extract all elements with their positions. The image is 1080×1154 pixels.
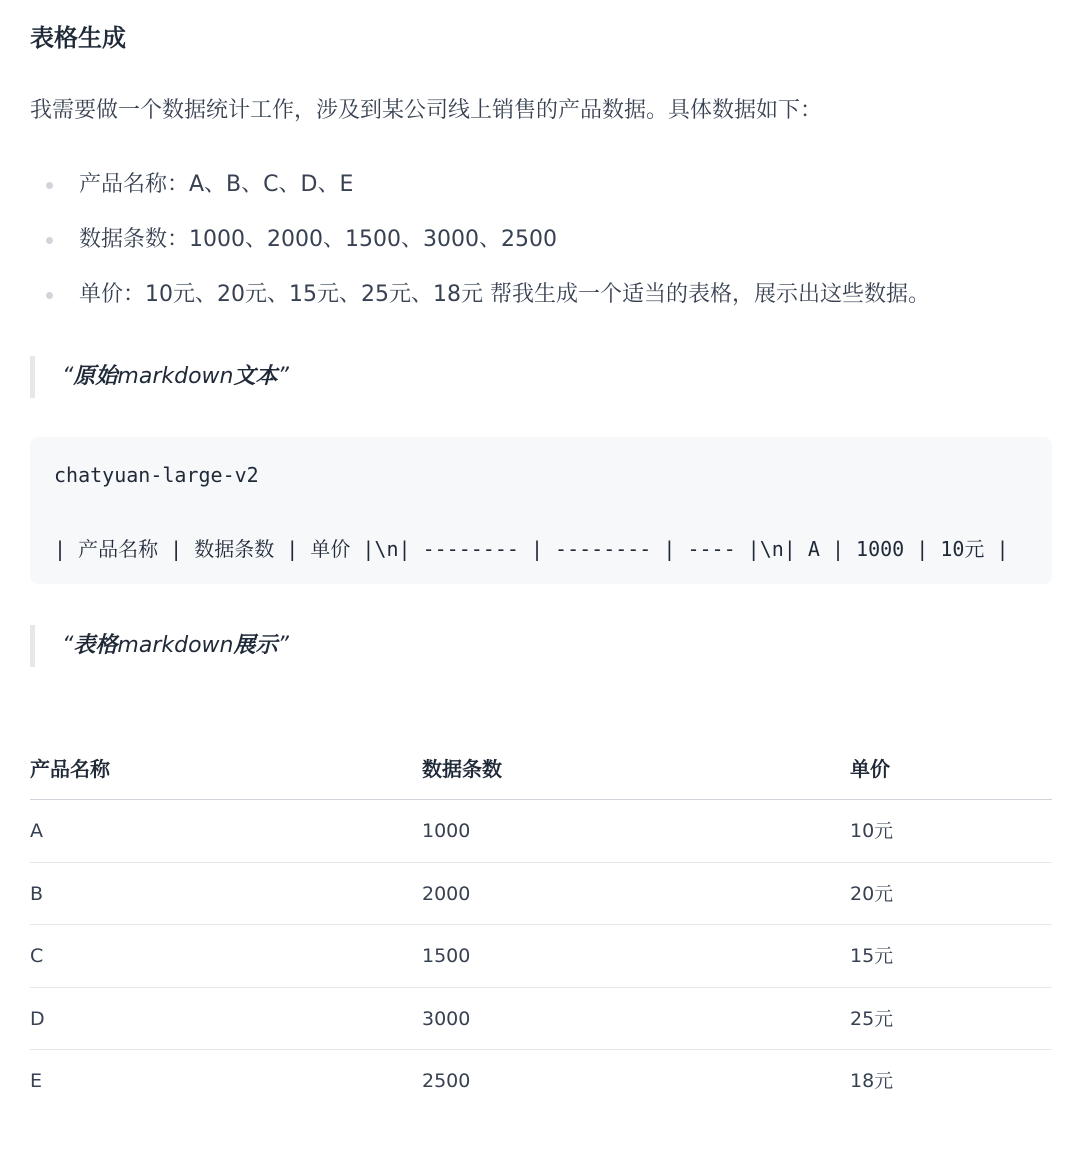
quote-text-bold: 展示	[233, 633, 278, 658]
cell-price: 10元	[850, 820, 894, 842]
quote-text-bold: 表格	[73, 633, 118, 658]
quote-text-bold: 文本	[233, 364, 278, 389]
cell-count: 2500	[422, 1070, 471, 1092]
table-row	[30, 800, 1052, 863]
list-item-text: 产品名称：A、B、C、D、E	[79, 172, 354, 197]
cell-product: A	[30, 820, 43, 842]
table-row	[30, 1050, 1052, 1113]
bullet-dot-icon	[46, 292, 53, 299]
section-heading: 表格生成	[30, 24, 126, 52]
bullet-dot-icon	[46, 182, 53, 189]
cell-count: 1500	[422, 945, 471, 967]
list-item-text: 单价：10元、20元、15元、25元、18元 帮我生成一个适当的表格，展示出这些数据。	[79, 282, 930, 307]
cell-count: 1000	[422, 820, 471, 842]
blockquote-raw-markdown	[30, 356, 430, 398]
cell-product: B	[30, 882, 44, 905]
list-item	[30, 170, 930, 225]
cell-price: 18元	[850, 1070, 894, 1092]
cell-product: D	[30, 1007, 45, 1030]
quote-open-mark: “	[62, 633, 74, 658]
cell-count: 2000	[422, 882, 471, 905]
quote-text-light: markdown	[117, 633, 234, 658]
header-unit-price: 单价	[850, 757, 890, 781]
list-item	[30, 225, 930, 280]
header-record-count: 数据条数	[422, 757, 502, 781]
list-item	[30, 280, 930, 335]
cell-price: 20元	[850, 882, 894, 905]
data-table	[30, 739, 1052, 1113]
quote-text-light: markdown	[117, 364, 234, 389]
table-row	[30, 925, 1052, 988]
cell-product: E	[30, 1070, 43, 1092]
bullet-dot-icon	[46, 237, 53, 244]
cell-price: 15元	[850, 945, 894, 967]
table-header-row	[30, 739, 1052, 800]
intro-paragraph: 我需要做一个数据统计工作，涉及到某公司线上销售的产品数据。具体数据如下：	[30, 98, 823, 123]
quote-close-mark: ”	[277, 364, 289, 389]
cell-product: C	[30, 945, 44, 967]
cell-count: 3000	[422, 1007, 471, 1030]
header-product-name: 产品名称	[30, 757, 110, 781]
code-line-model-name: chatyuan-large-v2	[54, 463, 259, 487]
quote-text-bold: 原始	[73, 364, 118, 389]
list-item-text: 数据条数：1000、2000、1500、3000、2500	[79, 227, 557, 252]
cell-price: 25元	[850, 1007, 894, 1030]
bullet-list	[30, 170, 930, 335]
code-line-markdown: | 产品名称 | 数据条数 | 单价 |\n| -------- | -------- | ---- |\n| A | 1000 | 10元 |	[54, 537, 1009, 561]
table-row	[30, 988, 1052, 1051]
quote-open-mark: “	[62, 364, 74, 389]
table-row	[30, 863, 1052, 926]
quote-close-mark: ”	[277, 633, 289, 658]
blockquote-table-markdown	[30, 625, 430, 667]
